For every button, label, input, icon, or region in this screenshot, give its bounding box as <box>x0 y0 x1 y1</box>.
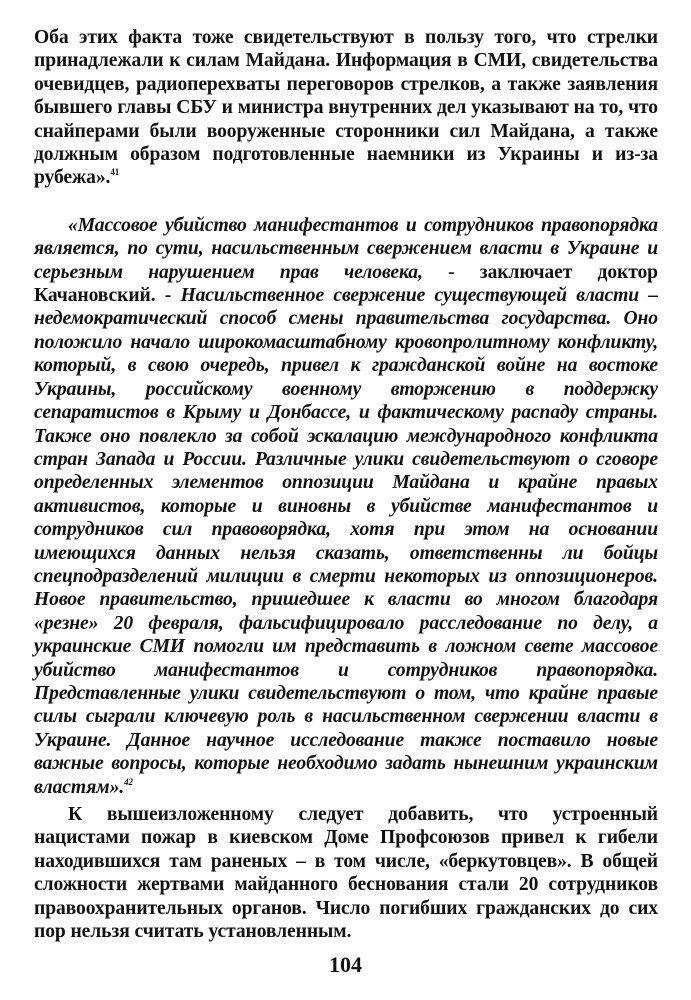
paragraph-1-text: Оба этих факта тоже свидетельствуют в пользу того, что стрелки принадлежали к силам Майдана. Информация в СМИ, свидетельства очевидцев, радиоперехваты переговоров стрелков, а также заявления бывшего главы СБУ и министра внутренних дел указывают на то, что снайперами были вооруженные сторонники сил Майдана, а также должным образом подготовленные наемники из Украины и из-за рубежа». <box>34 27 658 189</box>
quote-part-1: «Массовое убийство манифестантов и сотрудников правопорядка является, по сути, насильственным свержением власти в Украине и серьезным нарушением прав человека, <box>34 214 658 283</box>
quote-attribution: - заключает доктор Качановский. - <box>34 261 658 307</box>
paragraph-3 <box>34 803 658 943</box>
paragraph-3-text: К вышеизложенному следует добавить, что устроенный нацистами пожар в киевском Доме Профсоюзов привел к гибели находившихся там раненых – в том числе, «беркутовцев». В общей сложности жертвами майданного беснования стали 20 сотрудников правоохранительных органов. Число погибших гражданских до сих пор нельзя считать установленным. <box>34 804 658 943</box>
footnote-marker-41: 41 <box>110 167 120 178</box>
quote-paragraph <box>34 214 658 799</box>
quote-part-2: Насильственное свержение существующей власти – недемократический способ смены правительства государства. Оно положило начало широкомасштабному кровопролитному конфликту, который, в свою очередь, привел к гражданской войне на востоке Украины, российскому военному вторжению в поддержку сепаратистов в Крыму и Донбассе, и фактическому распаду страны. Также оно повлекло за собой эскалацию международного конфликта стран Запада и России. Различные улики свидетельствуют о сговоре определенных элементов оппозиции Майдана и крайне правых активистов, которые и виновны в убийстве манифестантов и сотрудников сил правоворядка, хотя при этом на основании имеющихся данных нельзя сказать, ответственны ли бойцы спецподразделений милиции в смерти некоторых из оппозиционеров. Новое правительство, пришедшее к власти во многом благодаря «резне» 20 февраля, фальсифицировало расследование по делу, а украинские СМИ помогли им представить в ложном свете массовое убийство манифестантов и сотрудников правопорядка. Представленные улики свидетельствуют о том, что крайне правые силы сыграли ключевую роль в насильственном свержении власти в Украине. Данное научное исследование также поставило новые важные вопросы, которые необходимо задать нынешним украинским властям». <box>34 285 658 798</box>
paragraph-1 <box>34 26 658 190</box>
page-number: 104 <box>329 952 362 977</box>
page-body <box>34 26 658 943</box>
footnote-marker-42: 42 <box>124 776 133 787</box>
